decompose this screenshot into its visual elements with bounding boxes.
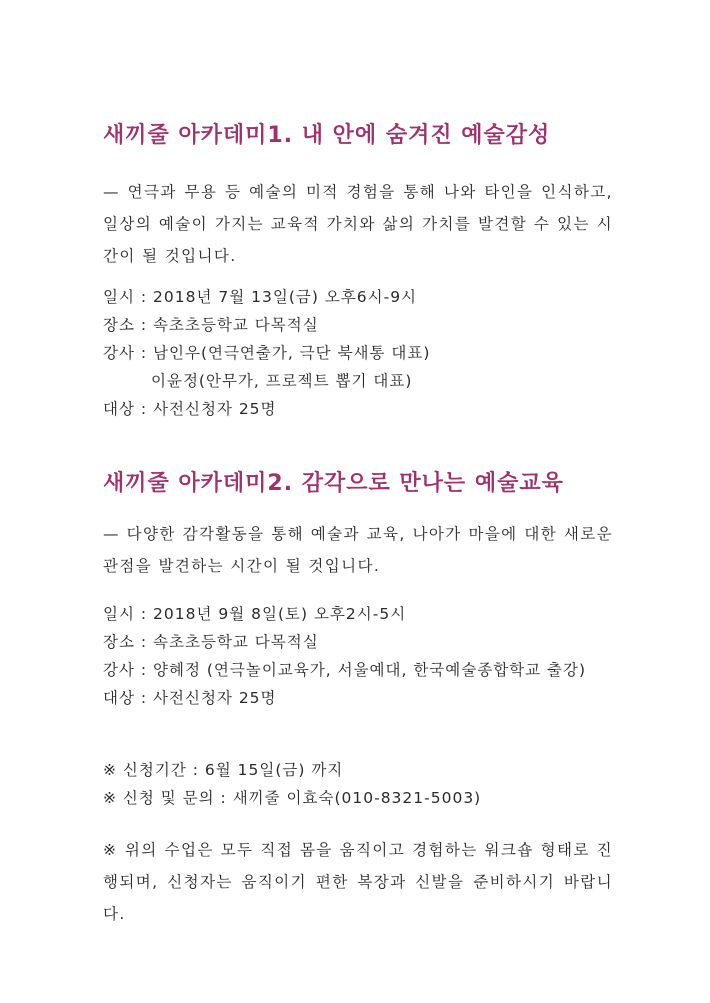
section2-target: 대상 : 사전신청자 25명 <box>103 689 277 707</box>
section2-date: 일시 : 2018년 9월 8일(토) 오후2시-5시 <box>103 605 407 623</box>
section2-venue: 장소 : 속초초등학교 다목적실 <box>103 633 319 651</box>
section1-instructor2: 이윤정(안무가, 프로젝트 뽑기 대표) <box>151 372 413 390</box>
section1-instructor1: 강사 : 남인우(연극연출가, 극단 북새통 대표) <box>103 344 431 362</box>
notice-text: ※ 위의 수업은 모두 직접 몸을 움직이고 경험하는 워크숍 형태로 진행되며, 신청자는 움직이기 편한 복장과 신발을 준비하시기 바랍니다. <box>103 841 613 923</box>
section2-description: — 다양한 감각활동을 통해 예술과 교육, 나아가 마을에 대한 새로운 관점을 발견하는 시간이 될 것입니다. <box>103 525 613 575</box>
section1-description: — 연극과 무용 등 예술의 미적 경험을 통해 나와 타인을 인식하고, 일상의 예술이 가지는 교육적 가치와 삶의 가치를 발견할 수 있는 시간이 될 것입니다. <box>103 183 613 265</box>
section1-date: 일시 : 2018년 7월 13일(금) 오후6시-9시 <box>103 288 418 306</box>
application-period: ※ 신청기간 : 6월 15일(금) 까지 <box>103 761 344 779</box>
section1-title: 새끼줄 아카데미1. 내 안에 숨겨진 예술감성 <box>103 123 551 148</box>
section1-target: 대상 : 사전신청자 25명 <box>103 400 277 418</box>
section2-instructor: 강사 : 양혜정 (연극놀이교육가, 서울예대, 한국예술종합학교 출강) <box>103 661 587 679</box>
section2-title: 새끼줄 아카데미2. 감각으로 만나는 예술교육 <box>103 471 564 496</box>
section1-venue: 장소 : 속초초등학교 다목적실 <box>103 316 319 334</box>
contact-info: ※ 신청 및 문의 : 새끼줄 이효숙(010-8321-5003) <box>103 789 482 807</box>
